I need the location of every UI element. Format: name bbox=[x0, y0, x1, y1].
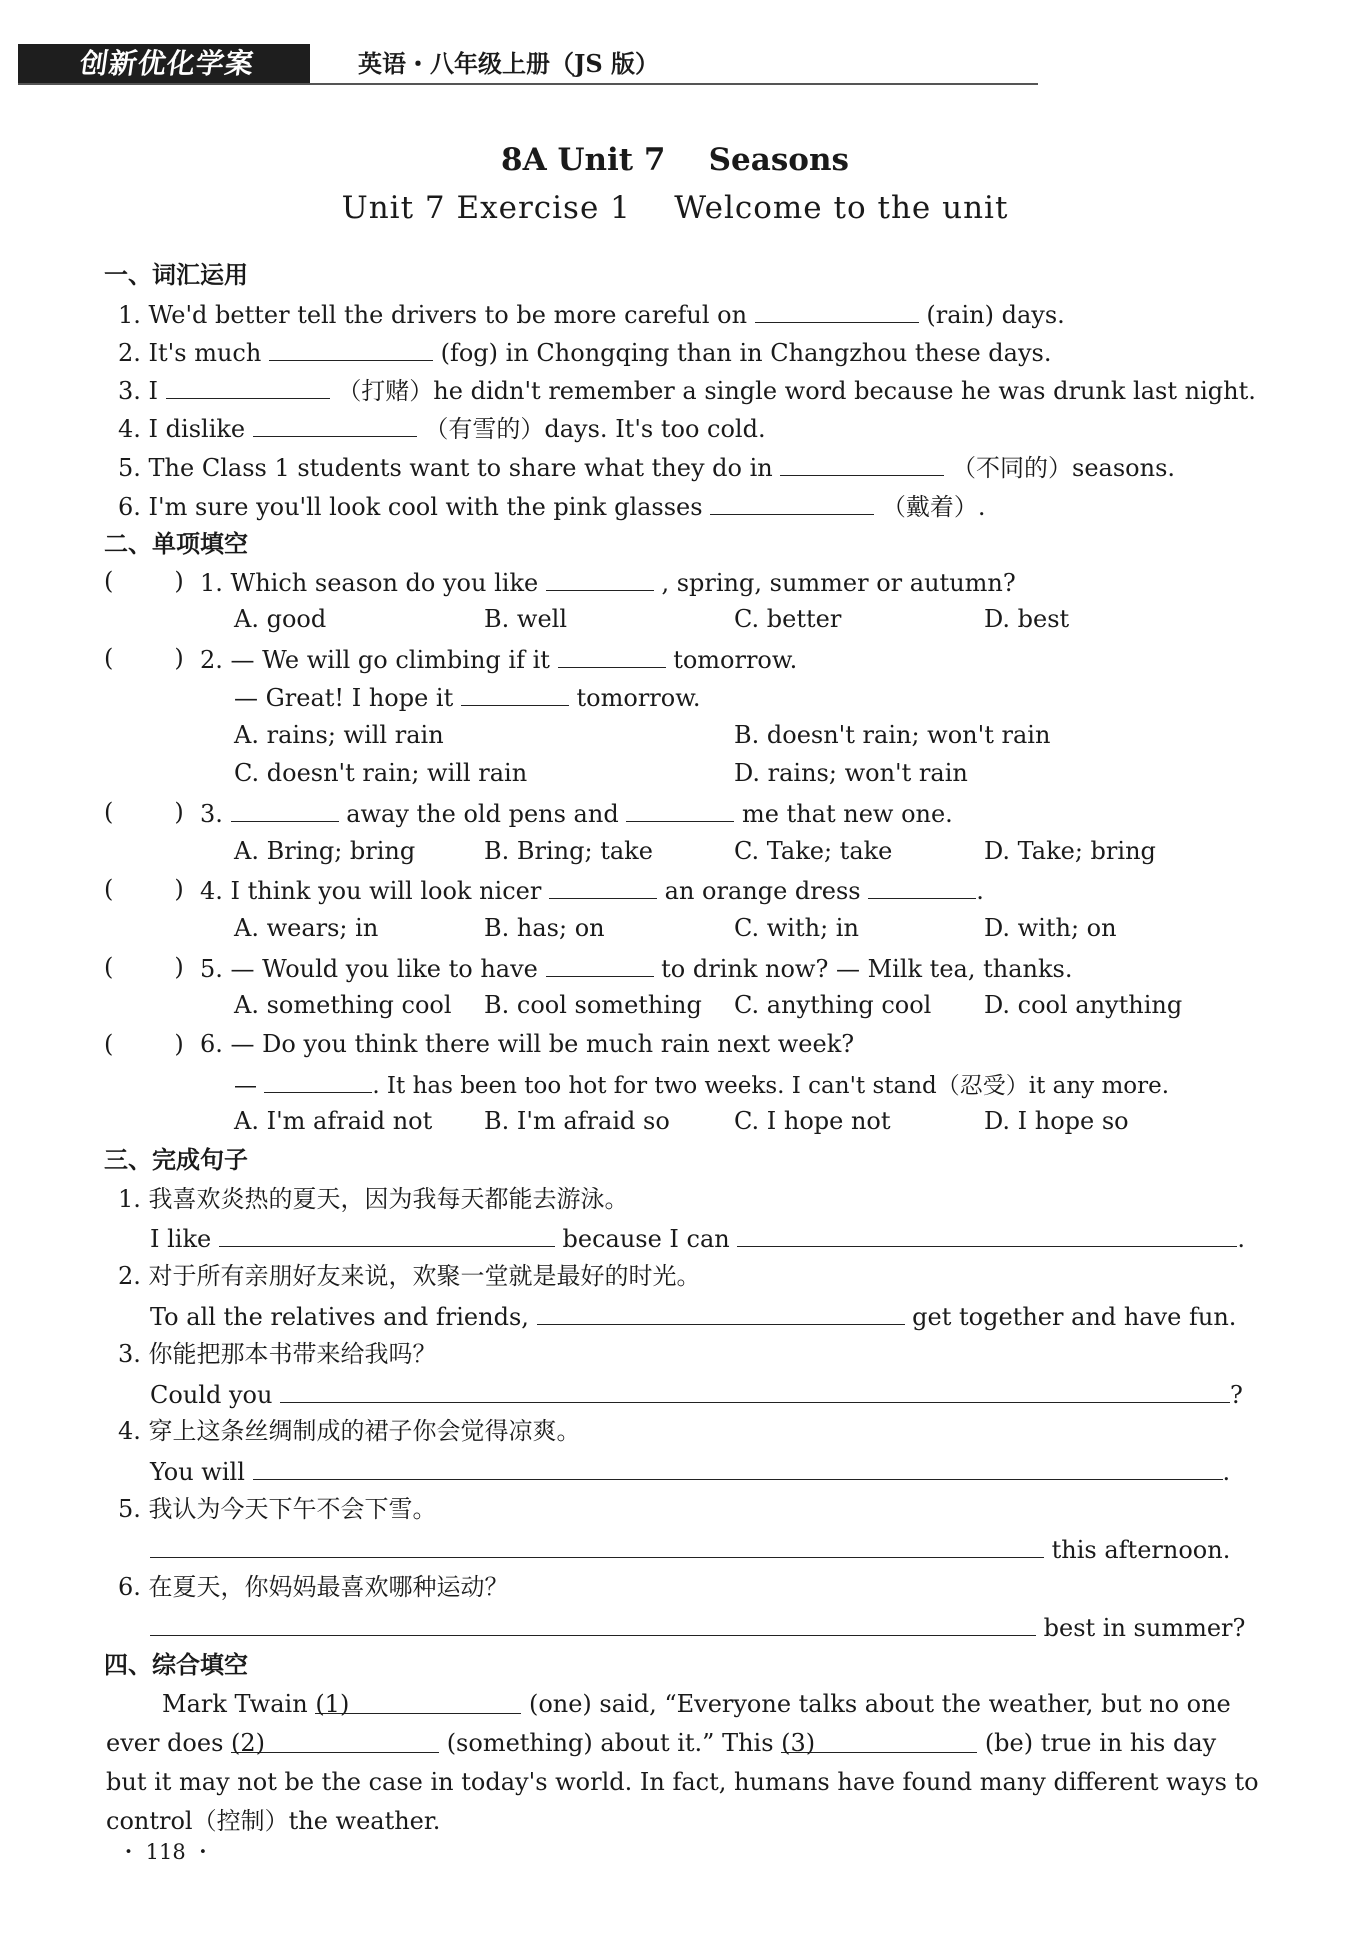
option-c[interactable]: C. better bbox=[734, 605, 842, 633]
section3-heading: 三、完成句子 bbox=[104, 1146, 248, 1174]
mc-question-6: 6. — Do you think there will be much rain next week? bbox=[200, 1030, 855, 1058]
passage-blank-2[interactable]: (2) bbox=[231, 1726, 439, 1753]
option-b[interactable]: B. well bbox=[484, 605, 567, 633]
mc-question-2-reply: — Great! I hope it tomorrow. bbox=[234, 679, 701, 715]
passage-blank-1[interactable]: (1) bbox=[315, 1687, 521, 1714]
vocab-item-1: 1. We'd better tell the drivers to be more careful on (rain) days. bbox=[118, 296, 1065, 332]
answer-blank[interactable] bbox=[269, 334, 433, 361]
vocab-item-6: 6. I'm sure you'll look cool with the pink glasses （戴着）. bbox=[118, 488, 986, 524]
translate-item-3-en: Could you ? bbox=[150, 1376, 1243, 1412]
answer-blank[interactable] bbox=[253, 1453, 1223, 1480]
vocab-item-3: 3. I （打赌）he didn't remember a single word because he was drunk last night. bbox=[118, 372, 1256, 408]
answer-blank[interactable] bbox=[710, 488, 874, 515]
answer-paren[interactable]: ( ) bbox=[104, 1030, 184, 1058]
answer-blank[interactable] bbox=[150, 1531, 1044, 1558]
header-rule bbox=[18, 83, 1038, 85]
answer-paren[interactable]: ( ) bbox=[104, 567, 184, 595]
subject-label: 英语・八年级上册（JS 版） bbox=[358, 49, 660, 78]
translate-item-2-cn: 2. 对于所有亲朋好友来说，欢聚一堂就是最好的时光。 bbox=[118, 1262, 701, 1290]
passage-line-3: but it may not be the case in today's world. In fact, humans have found many different ways to bbox=[106, 1768, 1259, 1796]
option-b[interactable]: B. cool something bbox=[484, 991, 702, 1019]
answer-blank[interactable] bbox=[166, 372, 330, 399]
answer-blank[interactable] bbox=[264, 1066, 372, 1093]
passage-blank-3[interactable]: (3) bbox=[781, 1726, 977, 1753]
answer-paren[interactable]: ( ) bbox=[104, 953, 184, 981]
passage-line-2: ever does (2) (something) about it.” This (3) (be) true in his day bbox=[106, 1726, 1216, 1760]
translate-item-3-cn: 3. 你能把那本书带来给我吗？ bbox=[118, 1340, 437, 1368]
option-c[interactable]: C. with; in bbox=[734, 914, 859, 942]
passage-line-1: Mark Twain (1) (one) said, “Everyone talks about the weather, but no one bbox=[162, 1687, 1231, 1721]
mc-question-2: 2. — We will go climbing if it tomorrow. bbox=[200, 641, 797, 677]
answer-blank[interactable] bbox=[868, 872, 976, 899]
answer-blank[interactable] bbox=[737, 1220, 1237, 1247]
option-b[interactable]: B. has; on bbox=[484, 914, 605, 942]
option-d[interactable]: D. rains; won't rain bbox=[734, 759, 968, 787]
option-b[interactable]: B. Bring; take bbox=[484, 837, 653, 865]
answer-blank[interactable] bbox=[558, 641, 666, 668]
answer-blank[interactable] bbox=[626, 795, 734, 822]
answer-blank[interactable] bbox=[280, 1376, 1230, 1403]
option-d[interactable]: D. with; on bbox=[984, 914, 1117, 942]
answer-blank[interactable] bbox=[546, 950, 654, 977]
option-a[interactable]: A. Bring; bring bbox=[234, 837, 416, 865]
option-a[interactable]: A. rains; will rain bbox=[234, 721, 444, 749]
translate-item-5-en: this afternoon. bbox=[150, 1531, 1230, 1567]
answer-blank[interactable] bbox=[150, 1609, 1036, 1636]
answer-blank[interactable] bbox=[549, 872, 657, 899]
mc-question-5: 5. — Would you like to have to drink now? — Milk tea, thanks. bbox=[200, 950, 1072, 986]
option-d[interactable]: D. I hope so bbox=[984, 1107, 1129, 1135]
translate-item-1-cn: 1. 我喜欢炎热的夏天，因为我每天都能去游泳。 bbox=[118, 1185, 629, 1213]
answer-blank[interactable] bbox=[231, 795, 339, 822]
translate-item-4-en: You will . bbox=[150, 1453, 1230, 1489]
vocab-item-2: 2. It's much (fog) in Chongqing than in Changzhou these days. bbox=[118, 334, 1051, 370]
translate-item-6-cn: 6. 在夏天，你妈妈最喜欢哪种运动？ bbox=[118, 1573, 509, 1601]
brand-logo: 创新优化学案 bbox=[77, 47, 257, 80]
vocab-item-4: 4. I dislike （有雪的）days. It's too cold. bbox=[118, 410, 766, 446]
answer-blank[interactable] bbox=[780, 449, 944, 476]
section2-heading: 二、单项填空 bbox=[104, 530, 248, 558]
unit-title: 8A Unit 7 Seasons bbox=[501, 142, 849, 178]
answer-paren[interactable]: ( ) bbox=[104, 644, 184, 672]
translate-item-6-en: best in summer? bbox=[150, 1609, 1245, 1645]
option-d[interactable]: D. cool anything bbox=[984, 991, 1183, 1019]
option-a[interactable]: A. wears; in bbox=[234, 914, 379, 942]
passage-line-4: control（控制）the weather. bbox=[106, 1807, 441, 1835]
option-d[interactable]: D. Take; bring bbox=[984, 837, 1156, 865]
answer-paren[interactable]: ( ) bbox=[104, 875, 184, 903]
option-b[interactable]: B. doesn't rain; won't rain bbox=[734, 721, 1051, 749]
option-c[interactable]: C. anything cool bbox=[734, 991, 932, 1019]
translate-item-1-en: I like because I can . bbox=[150, 1220, 1245, 1256]
option-a[interactable]: A. good bbox=[234, 605, 327, 633]
option-c[interactable]: C. I hope not bbox=[734, 1107, 891, 1135]
mc-question-4: 4. I think you will look nicer an orange dress . bbox=[200, 872, 984, 908]
answer-paren[interactable]: ( ) bbox=[104, 798, 184, 826]
answer-blank[interactable] bbox=[755, 296, 919, 323]
option-a[interactable]: A. I'm afraid not bbox=[234, 1107, 433, 1135]
translate-item-5-cn: 5. 我认为今天下午不会下雪。 bbox=[118, 1495, 437, 1523]
option-d[interactable]: D. best bbox=[984, 605, 1070, 633]
section4-heading: 四、综合填空 bbox=[104, 1651, 248, 1679]
mc-question-1: 1. Which season do you like , spring, summer or autumn? bbox=[200, 564, 1016, 600]
exercise-subtitle: Unit 7 Exercise 1 Welcome to the unit bbox=[341, 190, 1009, 226]
mc-question-6-reply: — . It has been too hot for two weeks. I can't stand（忍受）it any more. bbox=[234, 1066, 1169, 1103]
translate-item-2-en: To all the relatives and friends, get together and have fun. bbox=[150, 1298, 1236, 1334]
translate-item-4-cn: 4. 穿上这条丝绸制成的裙子你会觉得凉爽。 bbox=[118, 1417, 581, 1445]
answer-blank[interactable] bbox=[253, 410, 417, 437]
mc-question-3: 3. away the old pens and me that new one. bbox=[200, 795, 953, 831]
option-b[interactable]: B. I'm afraid so bbox=[484, 1107, 670, 1135]
option-a[interactable]: A. something cool bbox=[234, 991, 452, 1019]
answer-blank[interactable] bbox=[219, 1220, 555, 1247]
answer-blank[interactable] bbox=[537, 1298, 905, 1325]
vocab-item-5: 5. The Class 1 students want to share what they do in （不同的）seasons. bbox=[118, 449, 1175, 485]
option-c[interactable]: C. Take; take bbox=[734, 837, 893, 865]
option-c[interactable]: C. doesn't rain; will rain bbox=[234, 759, 528, 787]
answer-blank[interactable] bbox=[461, 679, 569, 706]
page-number: ・ 118 ・ bbox=[118, 1840, 214, 1864]
section1-heading: 一、词汇运用 bbox=[104, 261, 248, 289]
answer-blank[interactable] bbox=[546, 564, 654, 591]
